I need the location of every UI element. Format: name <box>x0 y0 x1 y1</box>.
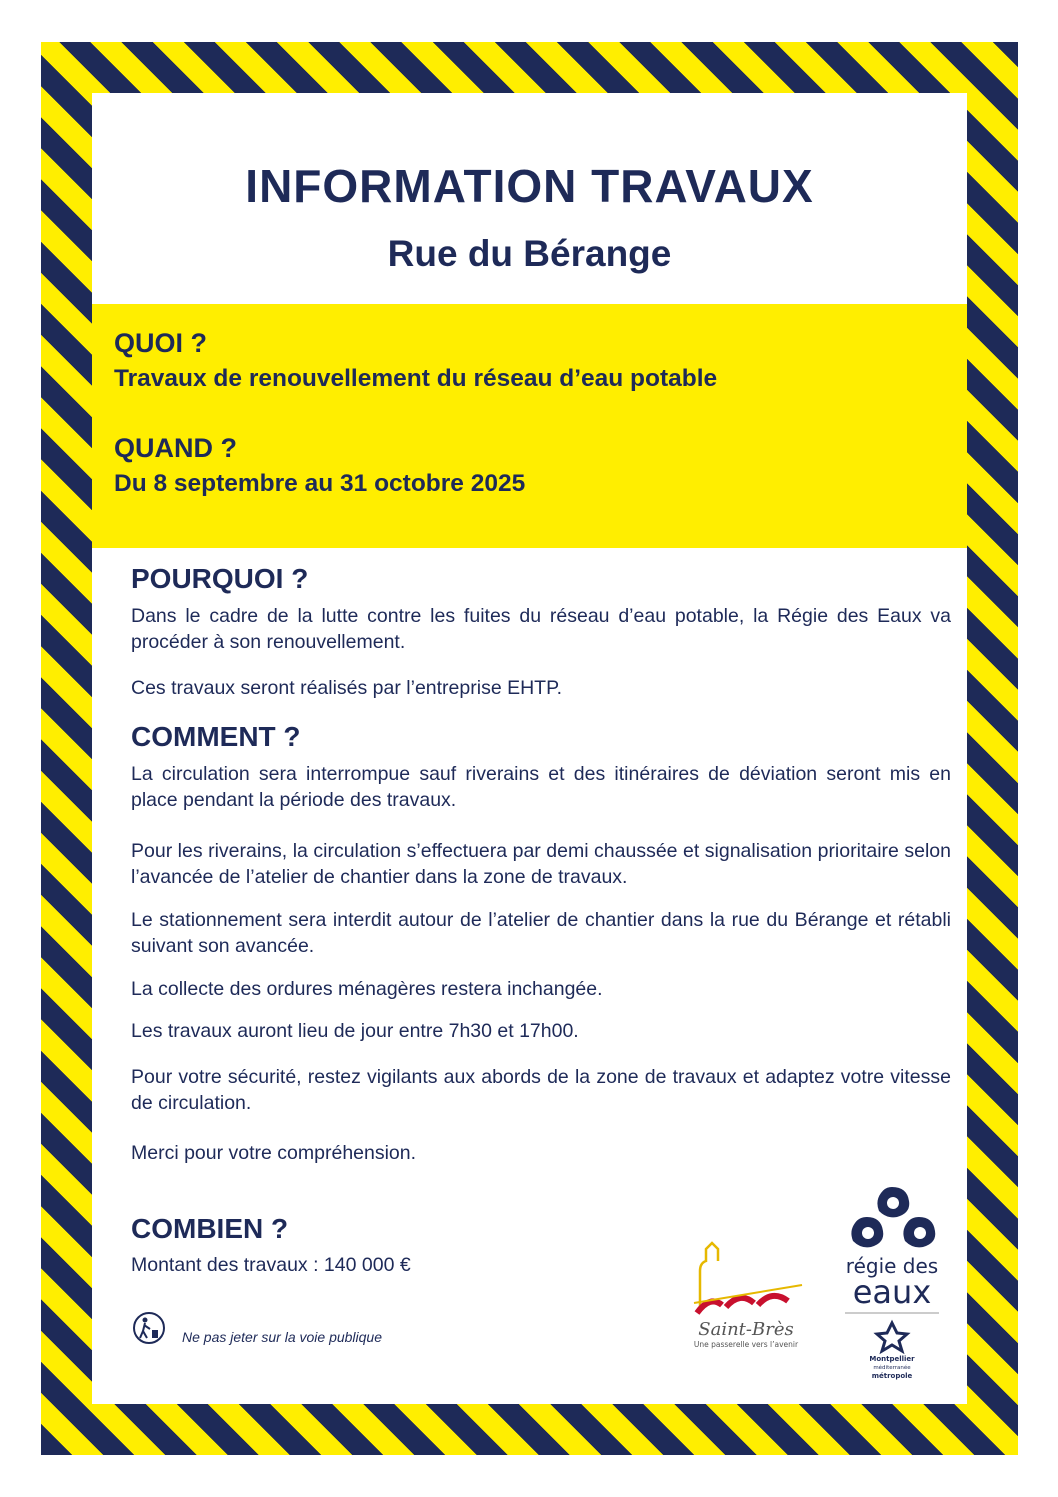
metro-line-1: Montpellier <box>869 1355 915 1363</box>
pourquoi-title: POURQUOI ? <box>131 563 309 594</box>
do-not-litter-icon <box>132 1311 166 1345</box>
regie-line-1: régie des <box>845 1254 939 1278</box>
regie-line-2: eaux <box>852 1273 932 1311</box>
saint-bres-name: Saint-Brès <box>698 1319 794 1340</box>
poster-title: INFORMATION TRAVAUX <box>245 160 814 212</box>
pourquoi-paragraph-2: Ces travaux seront réalisés par l’entreprise EHTP. <box>131 677 562 699</box>
combien-title: COMBIEN ? <box>131 1213 289 1244</box>
street-name: Rue du Bérange <box>387 233 672 274</box>
quoi-text: Travaux de renouvellement du réseau d’eau potable <box>114 365 718 392</box>
footer-note: Ne pas jeter sur la voie publique <box>182 1329 383 1345</box>
pourquoi-paragraph-1: Dans le cadre de la lutte contre les fuites du réseau d’eau potable, la Régie des Eaux va procéder à son renouvellement. <box>131 605 951 653</box>
poster-panel <box>92 93 967 1404</box>
regie-des-eaux-logo <box>837 1183 947 1383</box>
comment-paragraph-7: Merci pour votre compréhension. <box>131 1142 417 1164</box>
quand-text: Du 8 septembre au 31 octobre 2025 <box>114 470 526 497</box>
metro-line-3: métropole <box>871 1372 913 1380</box>
comment-paragraph-3: Le stationnement sera interdit autour de l’atelier de chantier dans la rue du Bérange et rétabli suivant son avancée. <box>131 909 951 957</box>
saint-bres-logo <box>692 1231 807 1351</box>
comment-paragraph-5: Les travaux auront lieu de jour entre 7h30 et 17h00. <box>131 1020 579 1042</box>
comment-paragraph-6: Pour votre sécurité, restez vigilants aux abords de la zone de travaux et adaptez votre vitesse de circulation. <box>131 1066 951 1114</box>
comment-paragraph-1: La circulation sera interrompue sauf riverains et des itinéraires de déviation seront mis en place pendant la période des travaux. <box>131 763 951 811</box>
combien-amount: Montant des travaux : 140 000 € <box>131 1254 411 1276</box>
comment-paragraph-4: La collecte des ordures ménagères restera inchangée. <box>131 978 603 1000</box>
comment-title: COMMENT ? <box>131 721 301 752</box>
quoi-label: QUOI ? <box>114 328 207 358</box>
comment-paragraph-2: Pour les riverains, la circulation s’effectuera par demi chaussée et signalisation prioritaire selon l’avancée de l’atelier de chantier dans la zone de travaux. <box>131 840 951 888</box>
highlight-band <box>92 304 967 548</box>
metro-line-2: méditerranée <box>873 1365 911 1371</box>
saint-bres-tagline: Une passerelle vers l’avenir <box>693 1340 799 1349</box>
quand-label: QUAND ? <box>114 433 237 463</box>
